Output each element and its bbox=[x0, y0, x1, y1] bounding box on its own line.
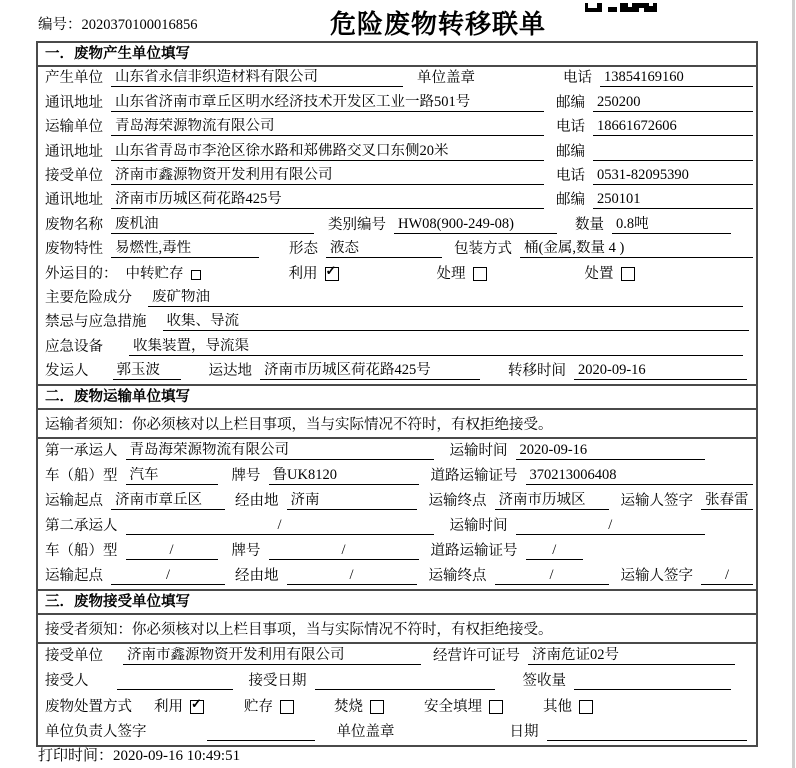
disposal-store-label: 贮存 bbox=[244, 698, 273, 715]
date-value bbox=[547, 740, 748, 741]
via2-value: / bbox=[287, 567, 417, 585]
vehicle-type1-value: 汽车 bbox=[126, 467, 218, 485]
terminus2-value: / bbox=[495, 567, 609, 585]
row-sender bbox=[38, 360, 756, 384]
dispose-checkbox-icon bbox=[621, 267, 635, 281]
origin1-value: 济南市章丘区 bbox=[111, 492, 225, 510]
disposal-method-label: 废物处置方式 bbox=[45, 698, 132, 715]
packing-method-label: 包装方式 bbox=[454, 241, 512, 258]
receive-address-value: 济南市历城区荷花路425号 bbox=[111, 191, 544, 209]
doc-number bbox=[38, 13, 198, 34]
main-hazard-value: 废矿物油 bbox=[148, 289, 743, 307]
producer-unit-label: 产生单位 bbox=[45, 70, 103, 87]
row-vehicle1 bbox=[38, 464, 756, 489]
qr-code-fragment bbox=[585, 0, 657, 18]
carrier-signature2-label: 运输人签字 bbox=[620, 568, 693, 585]
receive-date-value bbox=[315, 689, 495, 690]
origin1-label: 运输起点 bbox=[45, 493, 103, 510]
terminus1-label: 运输终点 bbox=[428, 493, 487, 510]
transport-time2-value: / bbox=[516, 517, 706, 535]
disposal-utilize-checkbox-icon bbox=[190, 695, 204, 714]
transport-unit-value: 青岛海荣源物流有限公司 bbox=[111, 118, 544, 136]
section1-title: 一．废物产生单位填写 bbox=[38, 43, 756, 67]
waste-quantity-label: 数量 bbox=[575, 216, 604, 233]
section-transporter bbox=[38, 384, 756, 589]
row-producer-address bbox=[38, 91, 756, 115]
receive-phone-value: 0531-82095390 bbox=[593, 167, 753, 185]
transport-zip-label: 邮编 bbox=[556, 143, 585, 160]
receive-date-label: 接受日期 bbox=[248, 673, 307, 690]
carrier-signature1-label: 运输人签字 bbox=[620, 493, 693, 510]
producer-address-value: 山东省济南市章丘区明水经济技术开发区工业一路501号 bbox=[111, 94, 544, 112]
transfer-time-label: 转移时间 bbox=[508, 363, 566, 380]
via2-label: 经由地 bbox=[235, 568, 279, 585]
transfer-purpose-label: 外运目的： bbox=[45, 265, 118, 282]
print-time-value: 2020-09-16 10:49:51 bbox=[113, 748, 241, 764]
receiving-unit-label: 接受单位 bbox=[45, 648, 103, 665]
page-right-edge bbox=[792, 0, 795, 768]
purpose-option-dispose-label: 处置 bbox=[584, 265, 614, 282]
row-receive-address bbox=[38, 189, 756, 213]
row-second-carrier bbox=[38, 514, 756, 539]
row-first-carrier bbox=[38, 439, 756, 464]
transport-zip-value bbox=[593, 160, 753, 161]
receive-address-label: 通讯地址 bbox=[45, 192, 103, 209]
vehicle-type1-label: 车（船）型 bbox=[45, 468, 118, 485]
row-producer-unit bbox=[38, 67, 756, 91]
print-time-label: 打印时间： bbox=[38, 748, 114, 764]
print-time bbox=[38, 744, 240, 765]
origin2-label: 运输起点 bbox=[45, 568, 103, 585]
producer-zip-label: 邮编 bbox=[556, 94, 585, 111]
receive-unit-label: 接受单位 bbox=[45, 167, 103, 184]
emergency-equipment-label: 应急设备 bbox=[45, 338, 103, 355]
road-license1-label: 道路运输证号 bbox=[430, 468, 518, 485]
plate-number1-label: 牌号 bbox=[231, 468, 261, 485]
waste-form-value: 液态 bbox=[326, 240, 442, 258]
treat-checkbox-icon bbox=[473, 267, 487, 281]
row-main-hazard bbox=[38, 287, 756, 311]
vehicle-type2-label: 车（船）型 bbox=[45, 543, 118, 560]
disposal-utilize-label: 利用 bbox=[154, 698, 183, 715]
producer-address-label: 通讯地址 bbox=[45, 94, 103, 111]
waste-form-label: 形态 bbox=[289, 241, 318, 258]
transport-time1-label: 运输时间 bbox=[449, 443, 508, 460]
row-receiver-person bbox=[38, 669, 756, 694]
vehicle-type2-value: / bbox=[126, 542, 218, 560]
plate-number2-value: / bbox=[269, 542, 419, 560]
section3-title: 三．废物接受单位填写 bbox=[38, 591, 756, 615]
carrier-signature1-value: 张春雷 bbox=[701, 492, 753, 510]
transport-time2-label: 运输时间 bbox=[449, 518, 508, 535]
page-title: 危险废物转移联单 bbox=[330, 10, 547, 39]
waste-character-value: 易燃性,毒性 bbox=[111, 240, 259, 258]
row-route1 bbox=[38, 489, 756, 514]
responsible-signature-label: 单位负责人签字 bbox=[45, 723, 147, 740]
carrier2-label: 第二承运人 bbox=[45, 518, 118, 535]
disposal-landfill-checkbox-icon bbox=[489, 700, 503, 714]
disposal-other-checkbox-icon bbox=[579, 700, 593, 714]
transport-address-label: 通讯地址 bbox=[45, 143, 103, 160]
via1-value: 济南 bbox=[287, 492, 417, 510]
receipt-amount-label: 签收量 bbox=[522, 673, 566, 690]
purpose-option-treat-label: 处理 bbox=[436, 265, 466, 282]
sender-value: 郭玉波 bbox=[113, 362, 181, 380]
receipt-amount-value bbox=[574, 689, 731, 690]
producer-phone-label: 电话 bbox=[563, 70, 592, 87]
date-label: 日期 bbox=[509, 723, 539, 740]
producer-unit-value: 山东省永信非织造材料有限公司 bbox=[111, 69, 403, 87]
destination-value: 济南市历城区荷花路425号 bbox=[260, 362, 480, 380]
terminus1-value: 济南市历城区 bbox=[495, 492, 609, 510]
receiver-label: 接受人 bbox=[45, 673, 89, 690]
receiver-notice: 接受者须知：你必须核对以上栏目事项，当与实际情况不符时，有权拒绝接受。 bbox=[38, 615, 756, 644]
utilize-checkbox-icon bbox=[325, 262, 339, 281]
row-emergency-measures bbox=[38, 311, 756, 335]
origin2-value: / bbox=[111, 567, 225, 585]
disposal-incinerate-label: 焚烧 bbox=[334, 698, 363, 715]
purpose-option-storage-label: 中转贮存 bbox=[125, 265, 184, 282]
transporter-notice: 运输者须知：你必须核对以上栏目事项，当与实际情况不符时，有权拒绝接受。 bbox=[38, 410, 756, 439]
storage-checkbox-icon bbox=[191, 270, 201, 280]
transport-phone-label: 电话 bbox=[556, 119, 585, 136]
business-license-label: 经营许可证号 bbox=[433, 648, 520, 665]
receive-zip-label: 邮编 bbox=[556, 192, 585, 209]
business-license-value: 济南危证02号 bbox=[528, 647, 735, 665]
emergency-measures-label: 禁忌与应急措施 bbox=[45, 314, 147, 331]
producer-zip-value: 250200 bbox=[593, 94, 753, 112]
row-waste-name bbox=[38, 213, 756, 237]
section-producer bbox=[38, 43, 756, 384]
emergency-measures-value: 收集、导流 bbox=[163, 313, 750, 331]
check-mark: ✓ bbox=[191, 695, 202, 711]
doc-number-label: 编号： bbox=[38, 17, 82, 33]
waste-quantity-value: 0.8吨 bbox=[612, 216, 731, 234]
carrier-signature2-value: / bbox=[701, 567, 753, 585]
transfer-form-table bbox=[36, 41, 758, 747]
receive-zip-value: 250101 bbox=[593, 191, 753, 209]
via1-label: 经由地 bbox=[235, 493, 279, 510]
unit-seal2-label: 单位盖章 bbox=[336, 723, 395, 740]
section2-title: 二．废物运输单位填写 bbox=[38, 386, 756, 410]
road-license2-label: 道路运输证号 bbox=[430, 543, 518, 560]
row-emergency-equipment bbox=[38, 335, 756, 359]
row-responsible-signature bbox=[38, 720, 756, 745]
carrier2-value: / bbox=[126, 517, 434, 535]
responsible-signature-value bbox=[207, 740, 315, 741]
destination-label: 运达地 bbox=[208, 363, 252, 380]
row-disposal-method bbox=[38, 694, 756, 719]
disposal-store-checkbox-icon bbox=[280, 700, 294, 714]
row-receive-unit bbox=[38, 165, 756, 189]
transport-time1-value: 2020-09-16 bbox=[516, 442, 706, 460]
transport-unit-label: 运输单位 bbox=[45, 119, 103, 136]
row-route2 bbox=[38, 564, 756, 589]
row-transfer-purpose bbox=[38, 262, 756, 286]
doc-number-value: 2020370100016856 bbox=[81, 17, 198, 33]
carrier1-label: 第一承运人 bbox=[45, 443, 118, 460]
waste-category-label: 类别编号 bbox=[328, 216, 386, 233]
disposal-other-label: 其他 bbox=[543, 698, 572, 715]
road-license2-value: / bbox=[526, 542, 584, 560]
receive-unit-value: 济南市鑫源物资开发利用有限公司 bbox=[111, 167, 544, 185]
unit-seal-label: 单位盖章 bbox=[417, 70, 475, 87]
transport-address-value: 山东省青岛市李沧区徐水路和郑佛路交叉口东侧20米 bbox=[111, 143, 544, 161]
plate-number1-value: 鲁UK8120 bbox=[269, 467, 419, 485]
producer-phone-value: 13854169160 bbox=[600, 69, 753, 87]
transfer-time-value: 2020-09-16 bbox=[574, 362, 747, 380]
road-license1-value: 370213006408 bbox=[526, 467, 754, 485]
disposal-incinerate-checkbox-icon bbox=[370, 700, 384, 714]
plate-number2-label: 牌号 bbox=[231, 543, 261, 560]
main-hazard-label: 主要危险成分 bbox=[45, 289, 132, 306]
waste-category-value: HW08(900-249-08) bbox=[394, 216, 557, 234]
row-transport-address bbox=[38, 140, 756, 164]
receiver-value bbox=[117, 689, 233, 690]
receiving-unit-value: 济南市鑫源物资开发利用有限公司 bbox=[123, 647, 421, 665]
terminus2-label: 运输终点 bbox=[428, 568, 487, 585]
purpose-option-utilize-label: 利用 bbox=[288, 265, 318, 282]
check-mark: ✓ bbox=[325, 262, 337, 278]
carrier1-value: 青岛海荣源物流有限公司 bbox=[126, 442, 434, 460]
row-waste-character bbox=[38, 238, 756, 262]
sender-label: 发运人 bbox=[45, 363, 89, 380]
waste-character-label: 废物特性 bbox=[45, 241, 103, 258]
waste-name-label: 废物名称 bbox=[45, 216, 103, 233]
receive-phone-label: 电话 bbox=[556, 167, 585, 184]
row-receiving-unit bbox=[38, 644, 756, 669]
transport-phone-value: 18661672606 bbox=[593, 118, 753, 136]
disposal-landfill-label: 安全填埋 bbox=[424, 698, 482, 715]
row-vehicle2 bbox=[38, 539, 756, 564]
waste-name-value: 废机油 bbox=[111, 216, 314, 234]
emergency-equipment-value: 收集装置，导流渠 bbox=[129, 338, 743, 356]
section-receiver bbox=[38, 589, 756, 745]
row-transport-unit bbox=[38, 116, 756, 140]
packing-method-value: 桶(金属,数量 4 ) bbox=[520, 240, 753, 258]
